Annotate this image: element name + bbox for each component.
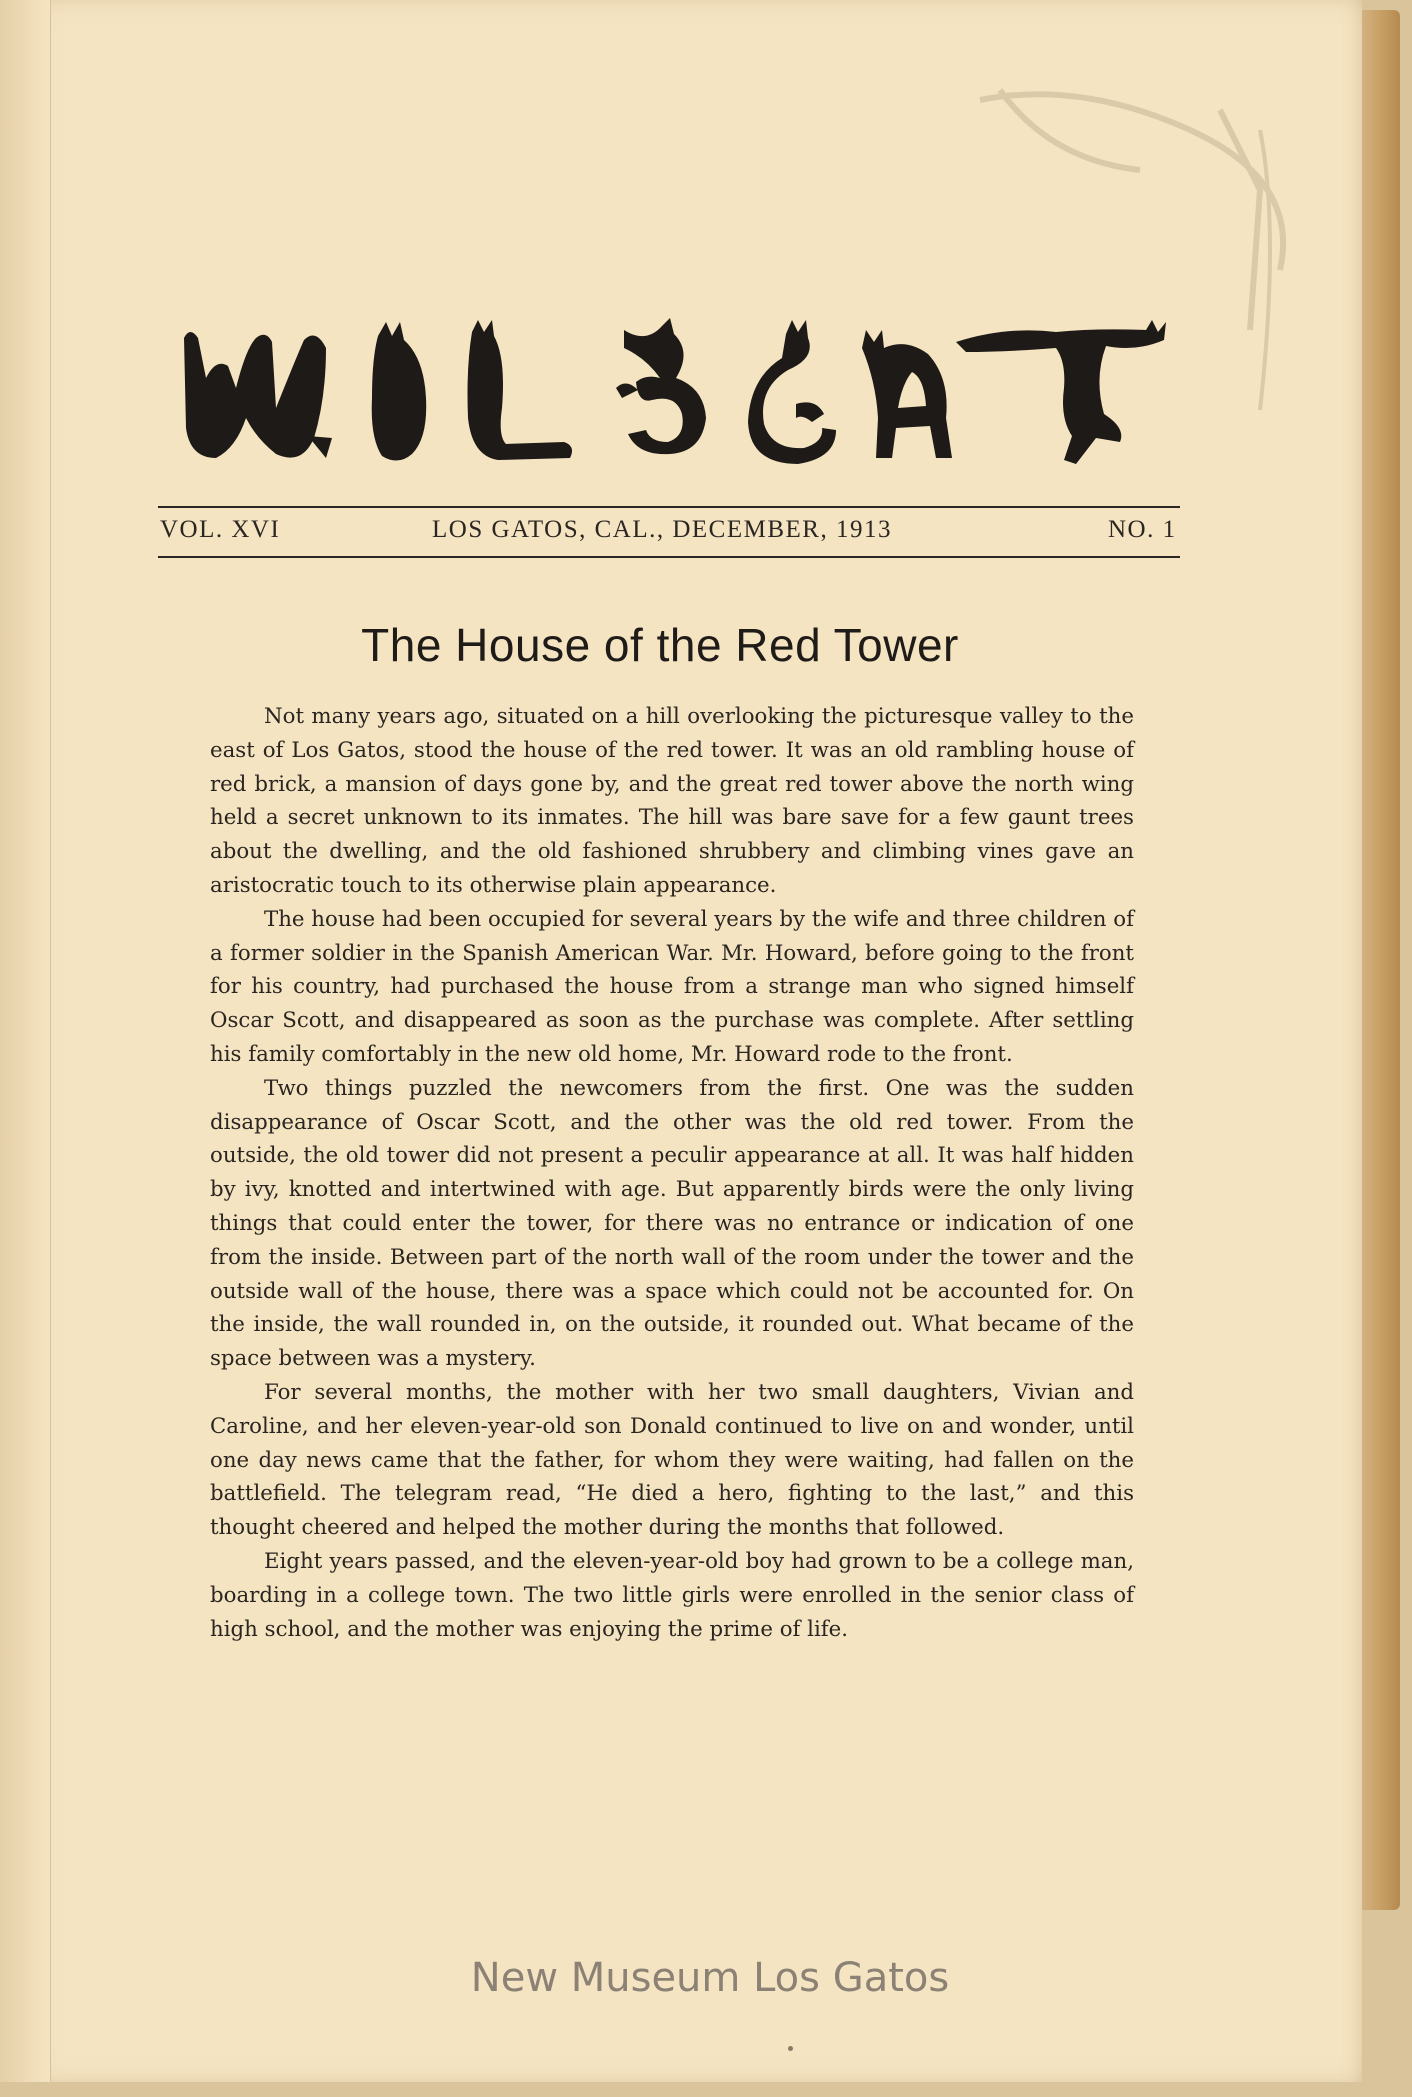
cat-letter-l	[468, 320, 573, 460]
article-body	[210, 700, 1134, 1646]
cat-lettering-logo	[176, 318, 1176, 478]
cat-letter-d	[624, 318, 706, 454]
cat-letter-t	[956, 320, 1166, 464]
article-title: The House of the Red Tower	[361, 619, 959, 671]
page-gutter	[0, 0, 51, 2082]
museum-watermark: New Museum Los Gatos	[470, 1955, 950, 2001]
paragraph: Eight years passed, and the eleven-year-old boy had grown to be a college man, boarding in a college town. The two little girls were enrolled in the senior class of high school, and the mother was enjoying the prime of life.	[210, 1548, 1134, 1642]
cat-letter-c	[748, 320, 836, 464]
cat-letter-a	[862, 330, 952, 458]
issue-number-label: NO. 1	[1108, 516, 1177, 543]
paragraph: For several months, the mother with her two small daughters, Vivian and Caroline, and her eleven-year-old son Donald continued to live on and wonder, until one day news came that the father, for whom they were waiting, had fallen on the battlefield. The telegram read, “He died a hero, fighting to the last,” and this thought cheered and helped the mother during the months that followed.	[210, 1379, 1134, 1541]
volume-label: VOL. XVI	[160, 516, 281, 543]
paper-speck	[788, 2046, 793, 2051]
cat-letter-w	[184, 332, 326, 458]
place-date-label: LOS GATOS, CAL., DECEMBER, 1913	[432, 516, 892, 543]
paragraph: The house had been occupied for several years by the wife and three children of a former soldier in the Spanish American War. Mr. Howard, before going to the front for his country, had purchased the house from a strange man who signed himself Oscar Scott, and disappeared as soon as the purchase was complete. After settling his family comfortably in the new old home, Mr. Howard rode to the front.	[210, 906, 1134, 1067]
paragraph: Two things puzzled the newcomers from the first. One was the sudden disappearance of Oscar Scott, and the other was the old red tower. From the outside, the old tower did not present a peculir appearance at all. It was half hidden by ivy, knotted and intertwined with age. But apparently birds were the only living things that could enter the tower, for there was no entrance or indication of one from the inside. Between part of the north wall of the room under the tower and the outside wall of the house, there was a space which could not be accounted for. On the inside, the wall rounded in, on the outside, it rounded out. What became of the space between was a mystery.	[210, 1075, 1134, 1372]
paragraph: Not many years ago, situated on a hill overlooking the picturesque valley to the east of Los Gatos, stood the house of the red tower. It was an old rambling house of red brick, a mansion of days gone by, and the great red tower above the north wing held a secret unknown to its inmates. The hill was bare save for a few gaunt trees about the dwelling, and the old fashioned shrubbery and climbing vines gave an aristocratic touch to its otherwise plain appearance.	[210, 704, 1134, 898]
masthead-title	[176, 318, 1176, 478]
masthead-rule-bottom	[158, 556, 1180, 558]
masthead-rule-top	[158, 506, 1180, 508]
cat-letter-i	[372, 322, 427, 461]
